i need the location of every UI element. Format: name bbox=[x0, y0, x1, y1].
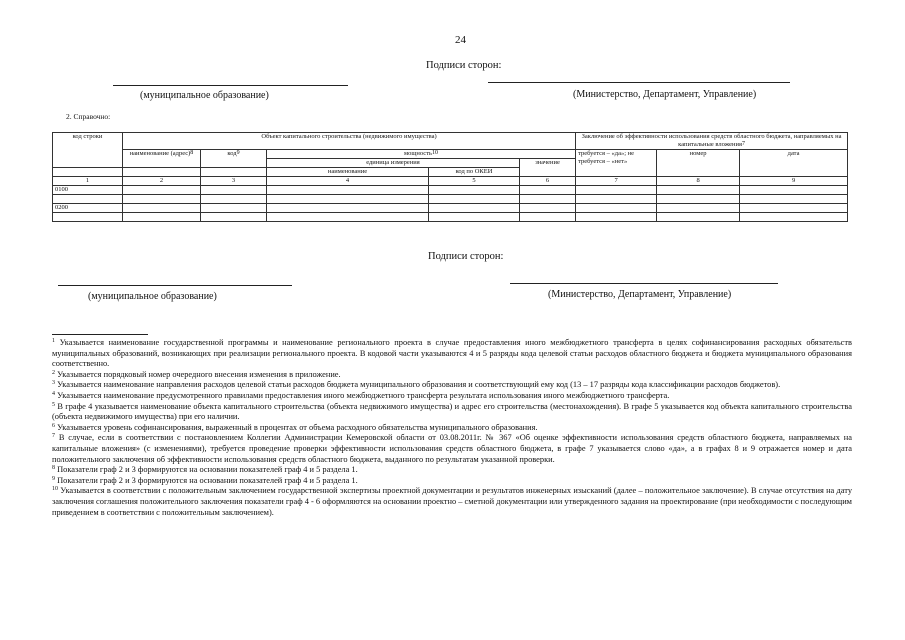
table-row bbox=[53, 195, 848, 204]
signature-label-left-2: (муниципальное образование) bbox=[88, 291, 217, 302]
footnote-separator bbox=[52, 334, 148, 335]
footnote: $^9$ Показатели граф 2 и 3 формируются на основании показателей граф 4 и 5 раздела 1. bbox=[52, 475, 358, 485]
table-row bbox=[53, 204, 848, 213]
signature-label-right: (Министерство, Департамент, Управление) bbox=[573, 89, 757, 100]
header-name-address: наименование (адрес)$^8$ bbox=[123, 150, 201, 168]
header-number: номер bbox=[657, 150, 740, 177]
col-number: 6 bbox=[520, 177, 576, 186]
signature-label-left: (муниципальное образование) bbox=[140, 90, 269, 101]
header-date: дата bbox=[740, 150, 848, 177]
col-number: 8 bbox=[657, 177, 740, 186]
signature-line-right bbox=[488, 82, 790, 83]
footnote: $^{10}$ Указывается в соответствии с положительным заключением государственной экспертизы проектной документации и результатов инженерных изысканий (далее – положительное заключение). В случае отсутствия на дату заключения соглашения положительного заключения показатели граф 4 - 6 оформляются на основании проектно – сметной документации или утвержденного задания на проектирование (при необходимости с последующим приведением в соответствии с положительным заключением). bbox=[52, 486, 853, 517]
signatures-title: Подписи сторон: bbox=[426, 60, 502, 71]
reference-label: 2. Справочно: bbox=[66, 112, 111, 121]
header-kod: код$^9$ bbox=[201, 150, 267, 168]
signature-line-left-2 bbox=[58, 285, 292, 286]
header-unit-name: наименование bbox=[267, 168, 429, 177]
column-number-row bbox=[53, 177, 848, 186]
col-number: 9 bbox=[740, 177, 848, 186]
header-required: требуется – «да»; не требуется – «нет» bbox=[576, 150, 657, 177]
table-row bbox=[53, 186, 848, 195]
col-number: 7 bbox=[576, 177, 657, 186]
table-row bbox=[53, 213, 848, 222]
footnote: $^3$ Указывается наименование направления расходов целевой статьи расходов бюджета муниципального образования и соответствующий ему код (13 – 17 разряды кода классификации расходов бюджетов). bbox=[52, 380, 781, 390]
footnote: $^5$ В графе 4 указывается наименование объекта капитального строительства (объекта недвижимого имущества) и адрес его строительства (местонахождения). В графе 5 указывается код объекта капитального строительства (объекта недвижимого имущества) при его наличии. bbox=[52, 401, 852, 422]
footnote: $^1$ Указывается наименование государственной программы и наименование регионального проекта в случае предоставления иного межбюджетного трансферта в целях софинансирования расходных обязательств муниципальных образований, возникающих при реализации регионального проекта. В кодовой части указываются 4 и 5 разряды кода целевой статьи расходов областного бюджета и бюджета муниципального образования соответственно. bbox=[52, 338, 852, 369]
header-value: значение bbox=[520, 159, 576, 177]
header-object: Объект капитального строительства (недвижимого имущества) bbox=[123, 133, 576, 150]
col-number: 3 bbox=[201, 177, 267, 186]
footnote: $^8$ Показатели граф 2 и 3 формируются на основании показателей граф 4 и 5 раздела 1. bbox=[52, 465, 358, 475]
footnote: $^6$ Указывается уровень софинансирования, выраженный в процентах от объема расходного обязательства муниципального образования. bbox=[52, 422, 538, 432]
signature-line-left bbox=[113, 85, 348, 86]
header-conclusion: Заключение об эффективности использования средств областного бюджета, направляемых на капитальные вложения$^7$ bbox=[576, 133, 848, 150]
footnote: $^2$ Указывается порядковый номер очередного внесения изменения в приложение. bbox=[52, 369, 341, 379]
footnotes bbox=[52, 338, 852, 518]
page-number: 24 bbox=[455, 34, 466, 46]
col-number: 4 bbox=[267, 177, 429, 186]
reference-table bbox=[52, 132, 848, 222]
header-row-code: код строки bbox=[53, 133, 123, 168]
signature-label-right-2: (Министерство, Департамент, Управление) bbox=[548, 289, 732, 300]
col-number: 5 bbox=[429, 177, 520, 186]
header-power: мощность$^{10}$ bbox=[267, 150, 576, 159]
col-number: 1 bbox=[53, 177, 123, 186]
col-number: 2 bbox=[123, 177, 201, 186]
footnote: $^4$ Указывается наименование предусмотренного правилами предоставления иного межбюджетного трансферта результата использования иного межбюджетного трансферта. bbox=[52, 390, 670, 400]
footnote: $^7$ В случае, если в соответствии с постановлением Коллегии Администрации Кемеровской области от 03.08.2011г. № 367 «Об оценке эффективности использования средств областного бюджета, направляемых на капитальные вложения» (с изменениями), требуется проведение проверки эффективности использования средств областного бюджета, в графе 7 указывается слово «да», а в графах 8 и 9 отражается номер и дата положительного заключения об эффективности использования средств областного бюджета, выданного по результатам указанной проверки. bbox=[52, 433, 852, 464]
signatures-title-2: Подписи сторон: bbox=[428, 251, 504, 262]
header-unit: единица измерения bbox=[267, 159, 520, 168]
signature-line-right-2 bbox=[510, 283, 778, 284]
header-okei: код по ОКЕИ bbox=[429, 168, 520, 177]
row-code: 0100 bbox=[53, 186, 123, 195]
row-code: 0200 bbox=[53, 204, 123, 213]
